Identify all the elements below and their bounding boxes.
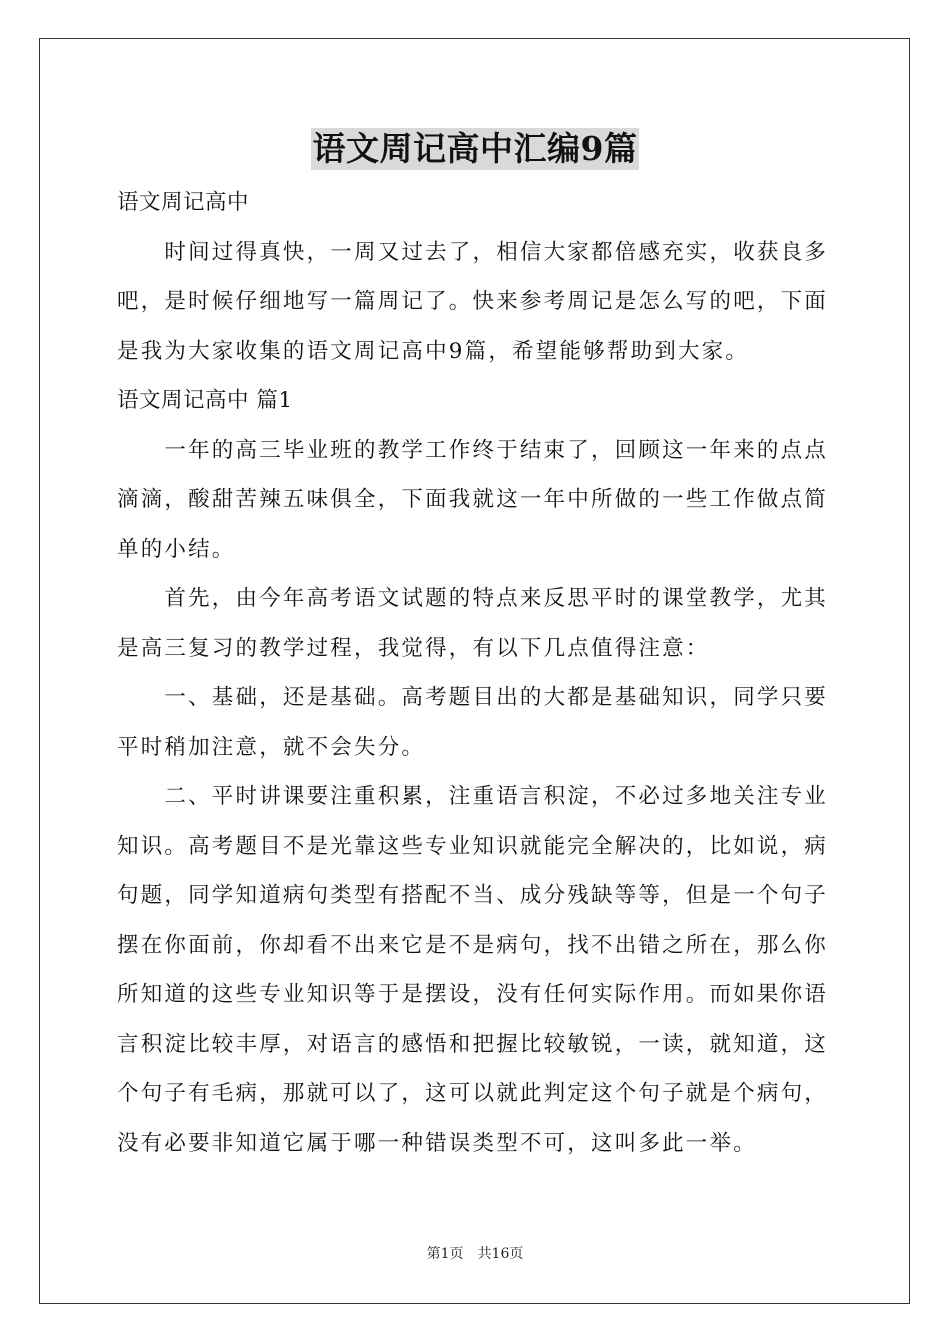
document-body: [117, 178, 833, 1168]
paragraph-line: 一、基础，还是基础。高考题目出的大都是基础知识，同学只要: [117, 685, 829, 710]
page-number: 第1页: [426, 1246, 464, 1262]
paragraph-line: 单的小结。: [117, 536, 236, 562]
document-title: 语文周记高中汇编9篇: [312, 129, 638, 168]
paragraph-line: 平时稍加注意，就不会失分。: [117, 734, 426, 760]
paragraph-line: 滴滴，酸甜苦辣五味俱全，下面我就这一年中所做的一些工作做点简: [117, 487, 829, 512]
section-heading: 语文周记高中 篇1: [117, 388, 293, 413]
paragraph-line: 吧，是时候仔细地写一篇周记了。快来参考周记是怎么写的吧，下面: [117, 289, 829, 314]
paragraph-line: 是我为大家收集的语文周记高中9篇，希望能够帮助到大家。: [117, 338, 750, 364]
paragraph-line: 知识。高考题目不是光靠这些专业知识就能完全解决的，比如说，病: [117, 833, 829, 859]
page-total: 共16页: [477, 1246, 524, 1262]
paragraph-line: 句题，同学知道病句类型有搭配不当、成分残缺等等，但是一个句子: [117, 883, 829, 908]
paragraph-line: 二、平时讲课要注重积累，注重语言积淀，不必过多地关注专业: [117, 784, 829, 809]
paragraph-line: 没有必要非知道它属于哪一种错误类型不可，这叫多此一举。: [117, 1130, 757, 1156]
paragraph-line: 摆在你面前，你却看不出来它是不是病句，找不出错之所在，那么你: [117, 932, 829, 958]
paragraph-line: 是高三复习的教学过程，我觉得，有以下几点值得注意：: [117, 635, 710, 661]
document-title-block: [0, 128, 950, 170]
paragraph-line: 首先，由今年高考语文试题的特点来反思平时的课堂教学，尤其: [117, 586, 829, 611]
paragraph-line: 一年的高三毕业班的教学工作终于结束了，回顾这一年来的点点: [117, 437, 829, 463]
page-footer: [0, 1244, 950, 1264]
section-heading: 语文周记高中: [117, 190, 250, 215]
paragraph-line: 所知道的这些专业知识等于是摆设，没有任何实际作用。而如果你语: [117, 982, 829, 1007]
paragraph-line: 时间过得真快，一周又过去了，相信大家都倍感充实，收获良多: [117, 239, 829, 265]
paragraph-line: 个句子有毛病，那就可以了，这可以就此判定这个句子就是个病句，: [117, 1081, 829, 1106]
paragraph-line: 言积淀比较丰厚，对语言的感悟和把握比较敏锐，一读，就知道，这: [117, 1031, 829, 1057]
